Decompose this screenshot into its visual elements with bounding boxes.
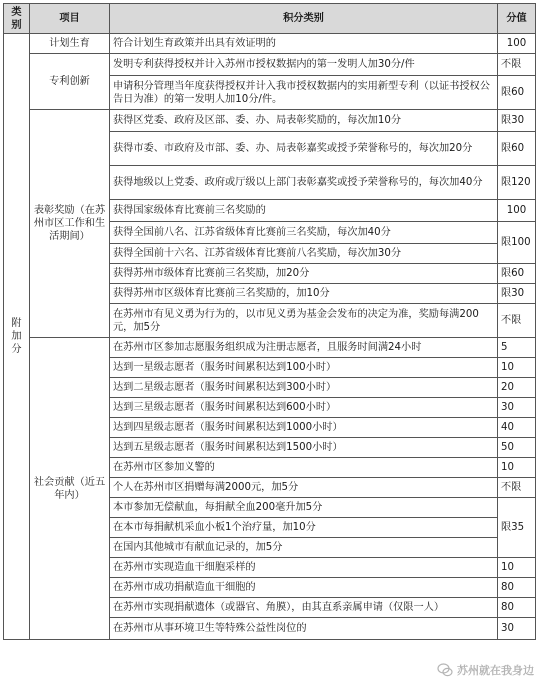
score-cell: 100 [498,34,536,54]
header-points: 积分类别 [110,4,498,34]
points-cell: 达到一星级志愿者（服务时间累积达到100小时） [110,358,498,378]
category-cell [4,34,30,640]
points-cell: 在苏州市成功捐献造血干细胞的 [110,578,498,598]
points-table [3,3,536,640]
score-cell: 30 [498,398,536,418]
score-cell: 不限 [498,54,536,76]
score-cell: 5 [498,338,536,358]
points-cell: 在苏州市有见义勇为行为的，以市见义勇为基金会发布的决定为准，奖励每满200元，加5分 [110,304,498,338]
score-cell: 80 [498,578,536,598]
header-value: 分值 [498,4,536,34]
table-row [4,34,536,54]
score-cell: 不限 [498,304,536,338]
header-item: 项目 [30,4,110,34]
points-cell: 申请积分管理当年度获得授权并计入我市授权数据内的实用新型专利（以证书授权公告日为准）的第一发明人加10分/件。 [110,76,498,110]
score-cell: 80 [498,598,536,618]
score-cell: 10 [498,558,536,578]
points-cell: 在本市每捐献机采血小板1个治疗量，加10分 [110,518,498,538]
score-cell: 限120 [498,166,536,200]
category-line: 分 [11,344,22,355]
points-cell: 符合计划生育政策并出具有效证明的 [110,34,498,54]
score-cell: 限30 [498,110,536,132]
score-cell: 不限 [498,478,536,498]
item-cell: 社会贡献（近五年内） [30,338,110,640]
points-cell: 获得区党委、政府及区部、委、办、局表彰奖励的，每次加10分 [110,110,498,132]
header-category: 类别 [4,4,30,34]
score-cell: 40 [498,418,536,438]
table-row [4,110,536,132]
score-cell: 30 [498,618,536,640]
score-cell: 限60 [498,264,536,284]
table-row [4,54,536,76]
watermark-text: 苏州就在我身边 [457,664,534,677]
points-cell: 达到二星级志愿者（服务时间累积达到300小时） [110,378,498,398]
score-cell: 限30 [498,284,536,304]
score-cell: 100 [498,200,536,222]
score-cell: 限60 [498,76,536,110]
points-cell: 发明专利获得授权并计入苏州市授权数据内的第一发明人加30分/件 [110,54,498,76]
points-cell: 在苏州市实现造血干细胞采样的 [110,558,498,578]
category-line: 附 [11,318,22,329]
score-cell: 10 [498,458,536,478]
points-cell: 在苏州市从事环境卫生等特殊公益性岗位的 [110,618,498,640]
points-cell: 获得国家级体育比赛前三名奖励的 [110,200,498,222]
watermark [437,662,534,678]
points-cell: 获得地级以上党委、政府或厅级以上部门表彰嘉奖或授予荣誉称号的，每次加40分 [110,166,498,200]
score-cell: 限100 [498,222,536,264]
points-cell: 获得全国前十六名、江苏省级体育比赛前八名奖励，每次加30分 [110,244,498,264]
score-cell: 10 [498,358,536,378]
wechat-icon [437,662,453,678]
item-cell: 计划生育 [30,34,110,54]
points-cell: 在苏州市区参加志愿服务组织成为注册志愿者，且服务时间满24小时 [110,338,498,358]
table-header-row [4,4,536,34]
category-line: 加 [11,331,22,342]
points-cell: 本市参加无偿献血，每捐献全血200毫升加5分 [110,498,498,518]
item-cell: 专利创新 [30,54,110,110]
points-cell: 达到三星级志愿者（服务时间累积达到600小时） [110,398,498,418]
points-cell: 在苏州市区参加义警的 [110,458,498,478]
points-cell: 获得全国前八名、江苏省级体育比赛前三名奖励，每次加40分 [110,222,498,244]
points-cell: 达到五星级志愿者（服务时间累积达到1500小时） [110,438,498,458]
score-cell: 限35 [498,498,536,558]
points-cell: 达到四星级志愿者（服务时间累积达到1000小时） [110,418,498,438]
item-cell: 表彰奖励（在苏州市区工作和生活期间） [30,110,110,338]
table-row [4,338,536,358]
points-cell: 获得苏州市级体育比赛前三名奖励，加20分 [110,264,498,284]
points-cell: 获得苏州市区级体育比赛前三名奖励的，加10分 [110,284,498,304]
score-cell: 50 [498,438,536,458]
score-cell: 限60 [498,132,536,166]
points-cell: 个人在苏州市区捐赠每满2000元，加5分 [110,478,498,498]
points-cell: 在苏州市实现捐献遗体（或器官、角膜），由其直系亲属申请（仅限一人） [110,598,498,618]
score-cell: 20 [498,378,536,398]
points-cell: 在国内其他城市有献血记录的，加5分 [110,538,498,558]
points-cell: 获得市委、市政府及市部、委、办、局表彰嘉奖或授予荣誉称号的，每次加20分 [110,132,498,166]
